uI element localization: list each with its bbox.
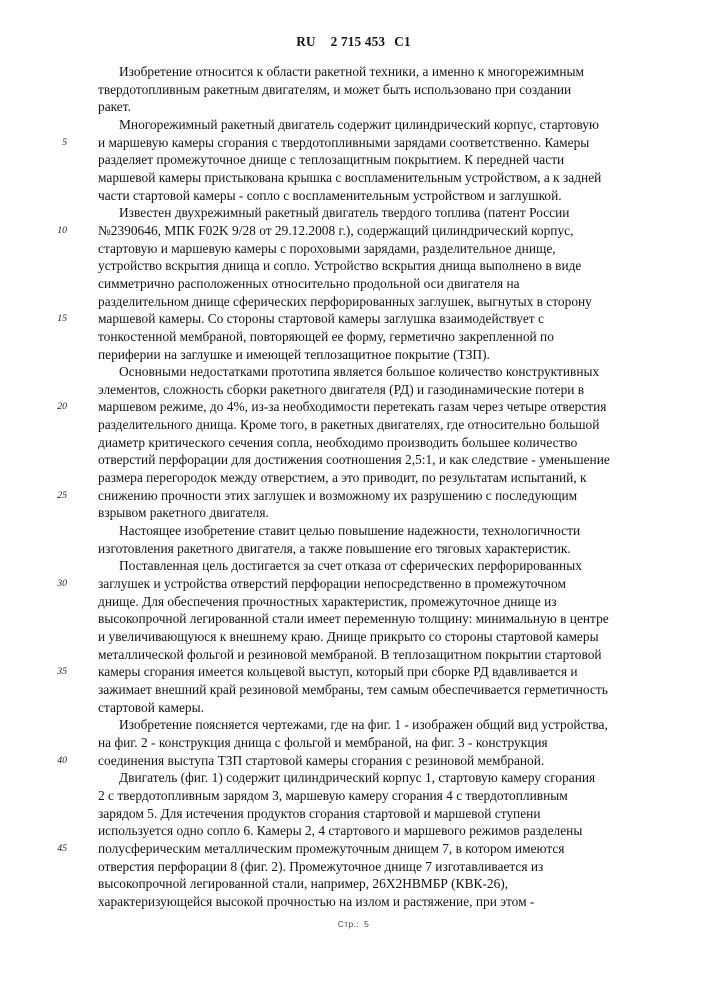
line-text: Основными недостатками прототипа является большое количество конструктивных	[119, 364, 600, 380]
line-number: 20	[57, 401, 67, 413]
text-line	[98, 893, 650, 911]
text-line	[98, 787, 650, 805]
line-text: Настоящее изобретение ставит целью повышение надежности, технологичности	[119, 523, 581, 539]
line-number: 40	[57, 754, 67, 766]
text-line	[57, 663, 650, 681]
text-line	[98, 699, 650, 717]
line-text: снижению прочности этих заглушек и возможному их разрушению с последующим	[98, 487, 578, 503]
text-line	[98, 346, 650, 364]
line-text: металлической фольгой и резиновой мембраной. В теплозащитном покрытии стартовой	[98, 646, 602, 662]
publication-country: RU	[296, 34, 316, 49]
page-footer	[0, 919, 707, 929]
line-text: разделительного днища. Кроме того, в ракетных двигателях, где относительно большой	[98, 417, 600, 433]
text-line	[57, 222, 650, 240]
line-text: разделяет промежуточное днище с теплозащитным покрытием. К передней части	[98, 152, 565, 168]
line-number: 35	[57, 666, 67, 678]
text-line	[98, 716, 650, 734]
line-number: 30	[57, 578, 67, 590]
line-text: отверстия перфорации 8 (фиг. 2). Промежуточное днище 7 изготавливается из	[98, 858, 544, 874]
text-line	[98, 875, 650, 893]
line-text: полусферическим металлическим промежуточным днищем 7, в котором имеются	[98, 840, 565, 856]
line-text: периферии на заглушке и имеющей теплозащитное покрытие (ТЗП).	[98, 346, 490, 362]
line-text: Поставленная цель достигается за счет отказа от сферических перфорированных	[119, 558, 582, 574]
line-text: тонкостенной мембраной, повторяющей ее форму, герметично закрепленной по	[98, 328, 554, 344]
line-number: 15	[57, 313, 67, 325]
document-body	[57, 63, 650, 911]
line-text: части стартовой камеры - сопло с воспламенительным устройством и заглушкой.	[98, 187, 562, 203]
publication-number: 2 715 453	[330, 34, 386, 49]
text-line	[98, 116, 650, 134]
text-line	[57, 310, 650, 328]
text-line	[98, 451, 650, 469]
line-text: твердотопливным ракетным двигателям, и может быть использовано при создании	[98, 81, 572, 97]
text-line	[98, 293, 650, 311]
text-line	[98, 522, 650, 540]
line-text: зажимает внешний край резиновой мембраны, тем самым обеспечивается герметичность	[98, 681, 608, 697]
text-line	[98, 504, 650, 522]
text-line	[98, 328, 650, 346]
text-line	[98, 275, 650, 293]
line-text: элементов, сложность сборки ракетного двигателя (РД) и газодинамические потери в	[98, 381, 585, 397]
line-text: устройство вскрытия днища и сопло. Устройство вскрытия днища выполнено в виде	[98, 258, 582, 274]
line-text: разделительном днище сферических перфорированных заглушек, выгнутых в сторону	[98, 293, 592, 309]
line-text: диаметр критического сечения сопла, необходимо производить большее количество	[98, 434, 578, 450]
line-text: стартовую и маршевую камеры с пороховыми зарядами, разделительное днище,	[98, 240, 556, 256]
text-line	[57, 398, 650, 416]
text-line	[98, 858, 650, 876]
text-line	[98, 187, 650, 205]
text-line	[98, 204, 650, 222]
text-line	[98, 540, 650, 558]
text-line	[98, 469, 650, 487]
text-line	[98, 822, 650, 840]
line-text: зарядом 5. Для истечения продуктов сгорания стартовой и маршевой ступени	[98, 805, 541, 821]
text-line	[98, 98, 650, 116]
line-text: отверстий перфорации для достижения соотношения 2,5:1, и как следствие - уменьшение	[98, 452, 610, 468]
text-line	[98, 434, 650, 452]
text-line	[98, 63, 650, 81]
line-text: размера перегородок между отверстием, а это приводит, по результатам испытаний, к	[98, 470, 587, 486]
line-text: используется одно сопло 6. Камеры 2, 4 стартового и маршевого режимов разделены	[98, 823, 583, 839]
line-number: 10	[57, 224, 67, 236]
line-text: камеры сгорания имеется кольцевой выступ, который при сборке РД вдавливается и	[98, 664, 578, 680]
line-text: маршевом режиме, до 4%, из-за необходимости перетекать газам через четыре отверстия	[98, 399, 607, 415]
text-line	[98, 593, 650, 611]
text-line	[98, 610, 650, 628]
page-number-value: 5	[364, 919, 370, 929]
line-text: маршевой камеры пристыкована крышка с воспламенительным устройством, а к задней	[98, 169, 602, 185]
text-line	[98, 363, 650, 381]
line-text: Известен двухрежимный ракетный двигатель твердого топлива (патент России	[119, 205, 570, 221]
line-text: высокопрочной легированной стали имеет переменную толщину: минимальную в центре	[98, 611, 609, 627]
publication-kind: C1	[394, 34, 411, 49]
line-text: и увеличивающуюся к внешнему краю. Днище прикрыто со стороны стартовой камеры	[98, 629, 599, 644]
line-text: ракет.	[98, 99, 131, 115]
text-line	[98, 734, 650, 752]
line-text: Двигатель (фиг. 1) содержит цилиндрический корпус 1, стартовую камеру сгорания	[119, 770, 596, 786]
text-line	[57, 487, 650, 505]
text-line	[98, 81, 650, 99]
line-text: соединения выступа ТЗП стартовой камеры сгорания с резиновой мембраной.	[98, 752, 545, 768]
line-number: 45	[57, 842, 67, 854]
text-line	[57, 840, 650, 858]
page-header	[0, 34, 707, 50]
line-text: днище. Для обеспечения прочностных характеристик, промежуточное днище из	[98, 593, 557, 609]
line-text: Многорежимный ракетный двигатель содержит цилиндрический корпус, стартовую	[119, 116, 599, 132]
text-line	[98, 681, 650, 699]
text-line	[98, 646, 650, 664]
line-text: характеризующейся высокой прочностью на излом и растяжение, при этом -	[98, 893, 535, 909]
line-number: 5	[62, 136, 67, 148]
text-line	[98, 805, 650, 823]
text-line	[98, 416, 650, 434]
text-line	[98, 557, 650, 575]
text-line	[57, 752, 650, 770]
text-line	[98, 169, 650, 187]
line-text: и маршевую камеры сгорания с твердотопливными зарядами соответственно. Камеры	[98, 134, 590, 150]
text-line	[98, 628, 650, 646]
line-text: изготовления ракетного двигателя, а также повышение его тяговых характеристик.	[98, 540, 571, 556]
text-line	[98, 151, 650, 169]
line-text: стартовой камеры.	[98, 699, 204, 715]
line-text: взрывом ракетного двигателя.	[98, 505, 269, 521]
page-number-label: Стр.:	[337, 919, 360, 929]
line-text: №2390646, МПК F02K 9/28 от 29.12.2008 г.), содержащий цилиндрический корпус,	[98, 222, 574, 238]
text-line	[98, 257, 650, 275]
line-text: высокопрочной легированной стали, например, 26Х2НВМБР (КВК-26),	[98, 876, 509, 892]
line-text: симметрично расположенных относительно продольной оси двигателя на	[98, 275, 520, 291]
text-line	[98, 769, 650, 787]
line-text: Изобретение относится к области ракетной техники, а именно к многорежимным	[119, 64, 585, 79]
line-text: 2 с твердотопливным зарядом 3, маршевую камеру сгорания 4 с твердотопливным	[98, 787, 568, 803]
line-text: на фиг. 2 - конструкция днища с фольгой и мембраной, на фиг. 3 - конструкция	[98, 734, 548, 750]
text-line	[98, 381, 650, 399]
line-number: 25	[57, 489, 67, 501]
text-line	[98, 240, 650, 258]
line-text: маршевой камеры. Со стороны стартовой камеры заглушка взаимодействует с	[98, 311, 544, 327]
line-text: заглушек и устройства отверстий перфорации непосредственно в промежуточном	[98, 576, 566, 592]
line-text: Изобретение поясняется чертежами, где на фиг. 1 - изображен общий вид устройства,	[119, 717, 608, 733]
text-line	[57, 575, 650, 593]
text-line	[62, 134, 650, 152]
